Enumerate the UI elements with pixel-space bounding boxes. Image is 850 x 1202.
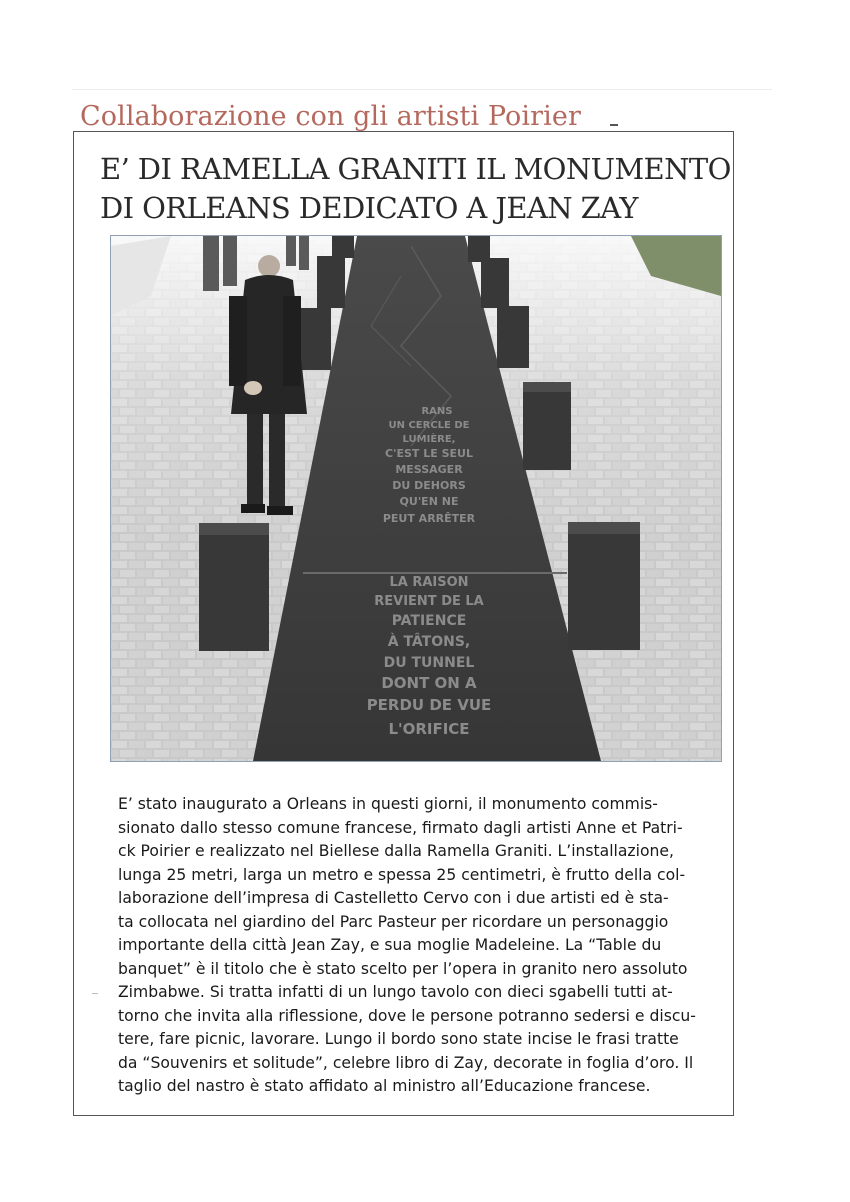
inscription-lower-0: LA RAISON <box>389 575 469 590</box>
article-line-11: tere, fare picnic, lavorare. Lungo il bordo sono state incise le frasi tratte <box>118 1030 679 1048</box>
article-line-3: ck Poirier e realizzato nel Biellese dalla Ramella Graniti. L’installazione, <box>118 842 674 860</box>
inscription-upper-2: LUMIÈRE, <box>402 434 456 445</box>
inscription-upper-6: QU'EN NE <box>399 495 459 508</box>
article-line-12: da “Souvenirs et solitude”, celebre libro di Zay, decorate in foglia d’oro. Il <box>118 1053 694 1072</box>
margin-mark <box>92 993 98 994</box>
kicker-title: Collaborazione con gli artisti Poirier <box>80 101 581 132</box>
inscription-upper-1: UN CERCLE DE <box>388 420 470 431</box>
article-line-5: laborazione dell’impresa di Castelletto Cervo con i due artisti ed è sta- <box>118 889 669 907</box>
headline <box>100 150 731 228</box>
kicker-dash <box>610 124 618 126</box>
headline-line-2: DI ORLEANS DEDICATO A JEAN ZAY <box>100 191 638 225</box>
inscription-lower-3: À TÂTONS, <box>387 634 471 650</box>
monument-photo <box>110 235 722 762</box>
article-line-2: sionato dallo stesso comune francese, firmato dagli artisti Anne et Patri- <box>118 818 683 837</box>
inscription-upper-7: PEUT ARRÊTER <box>382 512 476 525</box>
inscription-lower-6: PERDU DE VUE <box>366 696 492 714</box>
article-body <box>118 793 722 1099</box>
article-line-9: Zimbabwe. Si tratta infatti di un lungo tavolo con dieci sgabelli tutti at- <box>118 983 673 1001</box>
article-line-13: taglio del nastro è stato affidato al ministro all’Educazione francese. <box>118 1077 651 1095</box>
article-line-7: importante della città Jean Zay, e sua moglie Madeleine. La “Table du <box>118 936 662 954</box>
inscription-lower-4: DU TUNNEL <box>383 655 475 671</box>
inscription-lower-7: L'ORIFICE <box>388 720 470 738</box>
inscription-lower-5: DONT ON A <box>381 674 477 692</box>
inscription-upper-0: RANS <box>421 406 453 417</box>
inscription-upper-5: DU DEHORS <box>392 479 466 492</box>
inscription-lower-2: PATIENCE <box>391 613 467 629</box>
article-line-4: lunga 25 metri, larga un metro e spessa 25 centimetri, è frutto della col- <box>118 865 686 884</box>
article-line-10: torno che invita alla riflessione, dove le persone potranno sedersi e discu- <box>118 1006 696 1025</box>
inscription-upper-3: C'EST LE SEUL <box>385 447 473 460</box>
headline-line-1: E’ DI RAMELLA GRANITI IL MONUMENTO <box>100 152 731 186</box>
inscription-upper-4: MESSAGER <box>395 463 463 476</box>
article-line-8: banquet” è il titolo che è stato scelto per l’opera in granito nero assoluto <box>118 959 688 978</box>
top-rule <box>72 89 772 90</box>
article-line-6: ta collocata nel giardino del Parc Pasteur per ricordare un personaggio <box>118 912 669 931</box>
inscription-lower-1: REVIENT DE LA <box>374 594 484 609</box>
article-line-1: E’ stato inaugurato a Orleans in questi giorni, il monumento commis- <box>118 795 658 813</box>
